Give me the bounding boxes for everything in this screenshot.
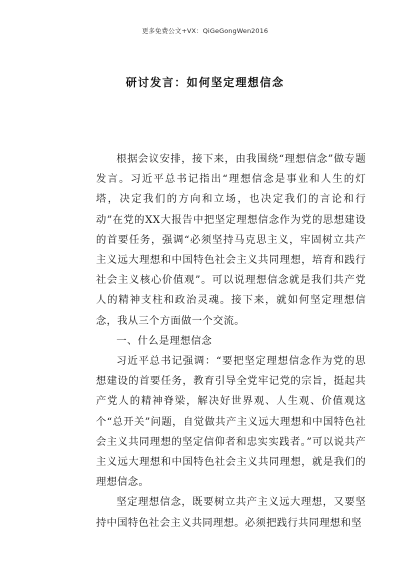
document-body	[96, 150, 366, 534]
paragraph-continued: 坚定理想信念，既要树立共产主义远大理想，又要坚持中国特色社会主义共同理想。必须把践行共同理想和坚	[96, 497, 366, 529]
paragraph-intro: 根据会议安排，接下来，由我围绕“理想信念”做专题发言。习近平总书记指出“理想信念是事业和人生的灯塔，决定我们的方向和立场，也决定我们的言论和行动”在党的XX大报告中把坚定理想信念作为党的思想建设的首要任务，强调“必须坚持马克思主义，牢固树立共产主义远大理想和中国特色社会主义共同理想，培育和践行社会主义核心价值观”。可以说理想信念就是我们共产党人的精神支柱和政治灵魂。接下来，就如何坚定理想信念，我从三个方面做一个交流。	[96, 154, 366, 327]
section-heading-1: 一、什么是理想信念	[116, 335, 213, 347]
paragraph-section-1: 习近平总书记强调：“要把坚定理想信念作为党的思想建设的首要任务，教育引导全党牢记党的宗旨，挺起共产党人的精神脊梁，解决好世界观、人生观、价值观这个“总开关”问题，自觉做共产主义远大理想和中国特色社会主义共同理想的坚定信仰者和忠实实践者。”可以说共产主义远大理想和中国特色社会主义共同理想，就是我们的理想信念。	[96, 356, 366, 489]
header-note: 更多免费公文+VX：QiGeGongWen2016	[141, 27, 269, 35]
document-title: 研讨发言：如何坚定理想信念	[125, 76, 285, 89]
